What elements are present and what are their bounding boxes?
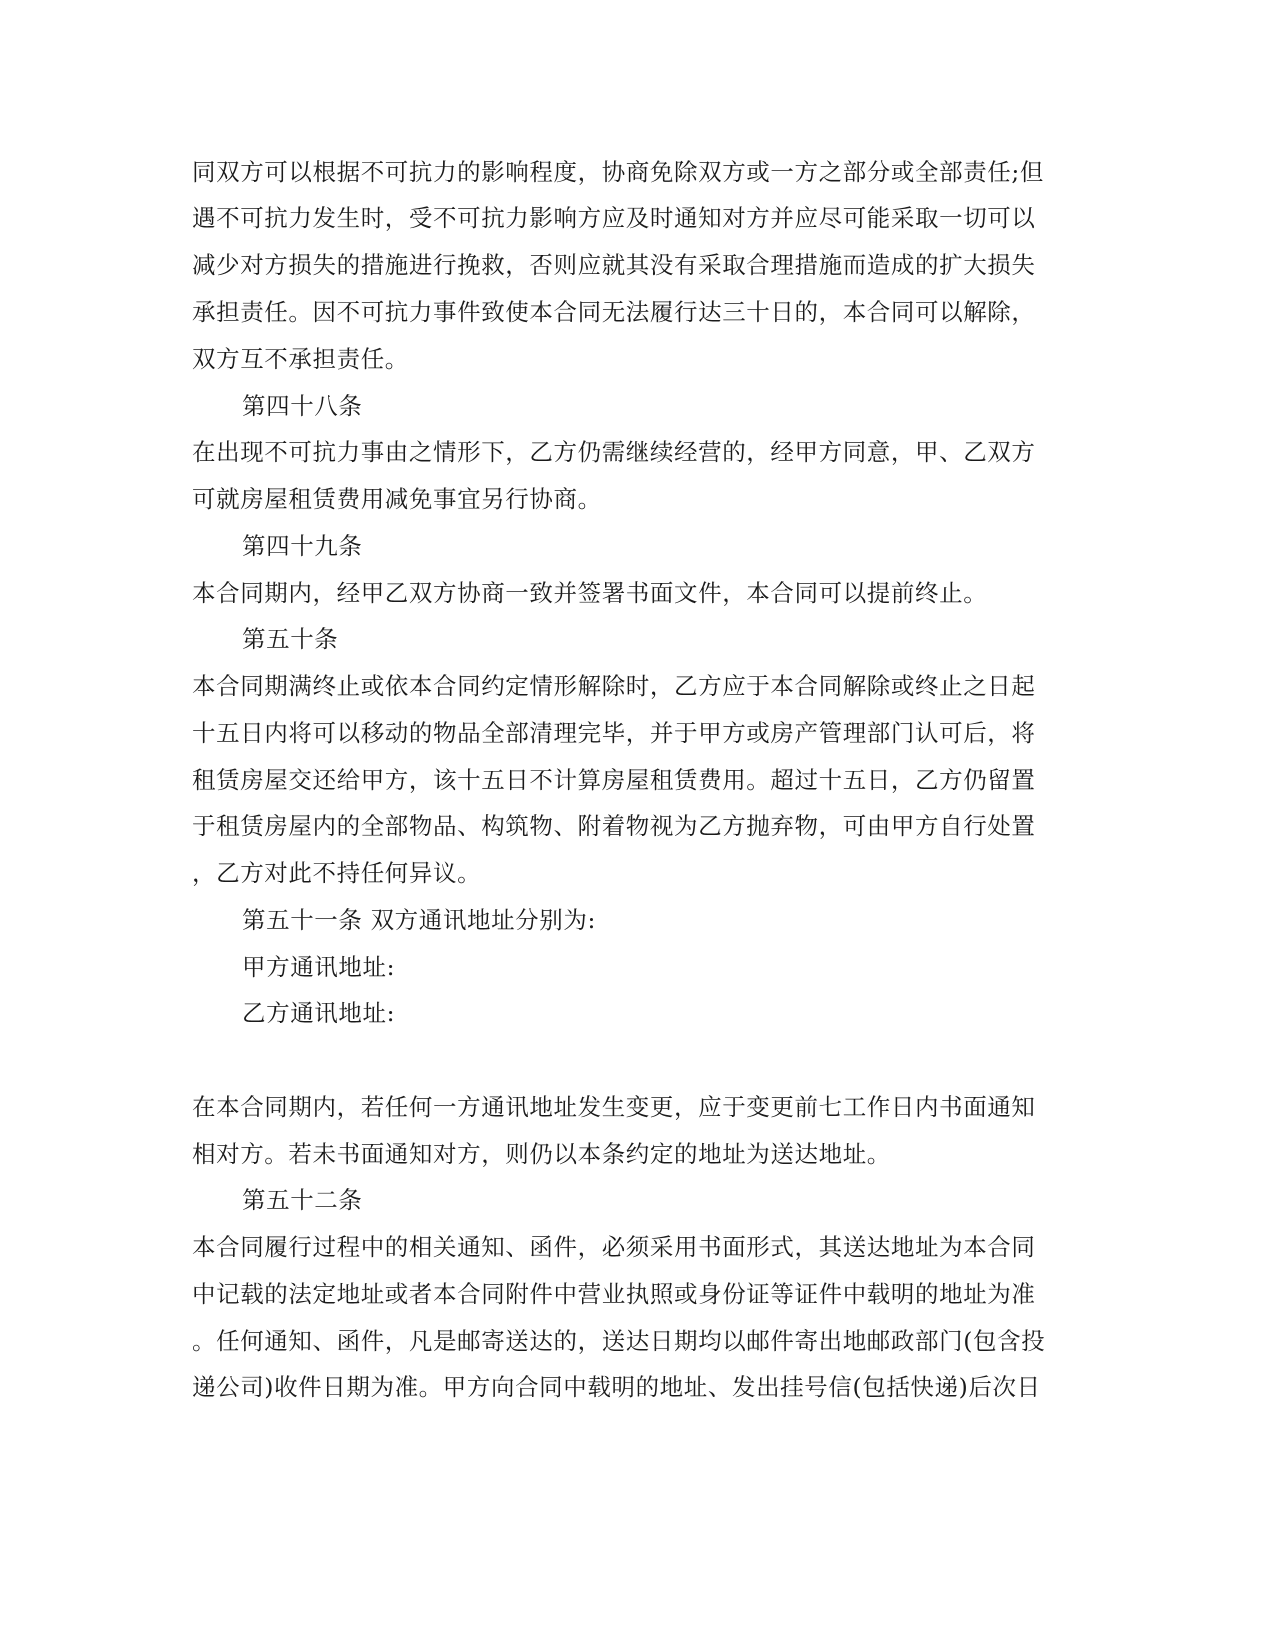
paragraph-line: 在本合同期内，若任何一方通讯地址发生变更，应于变更前七工作日内书面通知 [192, 1093, 1036, 1121]
paragraph-line: 本合同期内，经甲乙双方协商一致并签署书面文件，本合同可以提前终止。 [192, 579, 988, 607]
paragraph-line: 承担责任。因不可抗力事件致使本合同无法履行达三十日的，本合同可以解除， [192, 298, 1036, 326]
paragraph-line: 相对方。若未书面通知对方，则仍以本条约定的地址为送达地址。 [192, 1140, 891, 1168]
address-line-party-a: 甲方通讯地址: [242, 953, 396, 981]
paragraph-line: 减少对方损失的措施进行挽救，否则应就其没有采取合理措施而造成的扩大损失 [192, 251, 1036, 279]
paragraph-line: 双方互不承担责任。 [192, 345, 409, 373]
paragraph-line: 。任何通知、函件，凡是邮寄送达的，送达日期均以邮件寄出地邮政部门(包含投 [192, 1327, 1046, 1355]
paragraph-line: 中记载的法定地址或者本合同附件中营业执照或身份证等证件中载明的地址为准 [192, 1280, 1036, 1308]
paragraph-line: 十五日内将可以移动的物品全部清理完毕，并于甲方或房产管理部门认可后，将 [192, 719, 1036, 747]
paragraph-line: 租赁房屋交还给甲方，该十五日不计算房屋租赁费用。超过十五日，乙方仍留置 [192, 766, 1036, 794]
paragraph-line: 遇不可抗力发生时，受不可抗力影响方应及时通知对方并应尽可能采取一切可以 [192, 204, 1036, 232]
article-heading: 第四十八条 [242, 392, 363, 420]
paragraph-line: 本合同履行过程中的相关通知、函件，必须采用书面形式，其送达地址为本合同 [192, 1233, 1036, 1261]
address-line-party-b: 乙方通讯地址: [242, 999, 396, 1027]
article-heading: 第五十条 [242, 625, 339, 653]
article-heading: 第五十一条 双方通讯地址分别为: [242, 906, 596, 934]
article-heading: 第四十九条 [242, 532, 363, 560]
paragraph-line: 递公司)收件日期为准。甲方向合同中载明的地址、发出挂号信(包括快递)后次日 [192, 1373, 1041, 1401]
article-heading: 第五十二条 [242, 1186, 363, 1214]
paragraph-line: ，乙方对此不持任何异议。 [192, 859, 482, 887]
paragraph-line: 于租赁房屋内的全部物品、构筑物、附着物视为乙方抛弃物，可由甲方自行处置 [192, 812, 1036, 840]
paragraph-line: 可就房屋租赁费用减免事宜另行协商。 [192, 485, 602, 513]
paragraph-line: 本合同期满终止或依本合同约定情形解除时，乙方应于本合同解除或终止之日起 [192, 672, 1036, 700]
paragraph-line: 同双方可以根据不可抗力的影响程度，协商免除双方或一方之部分或全部责任;但 [192, 158, 1045, 186]
paragraph-line: 在出现不可抗力事由之情形下，乙方仍需继续经营的，经甲方同意，甲、乙双方 [192, 438, 1036, 466]
